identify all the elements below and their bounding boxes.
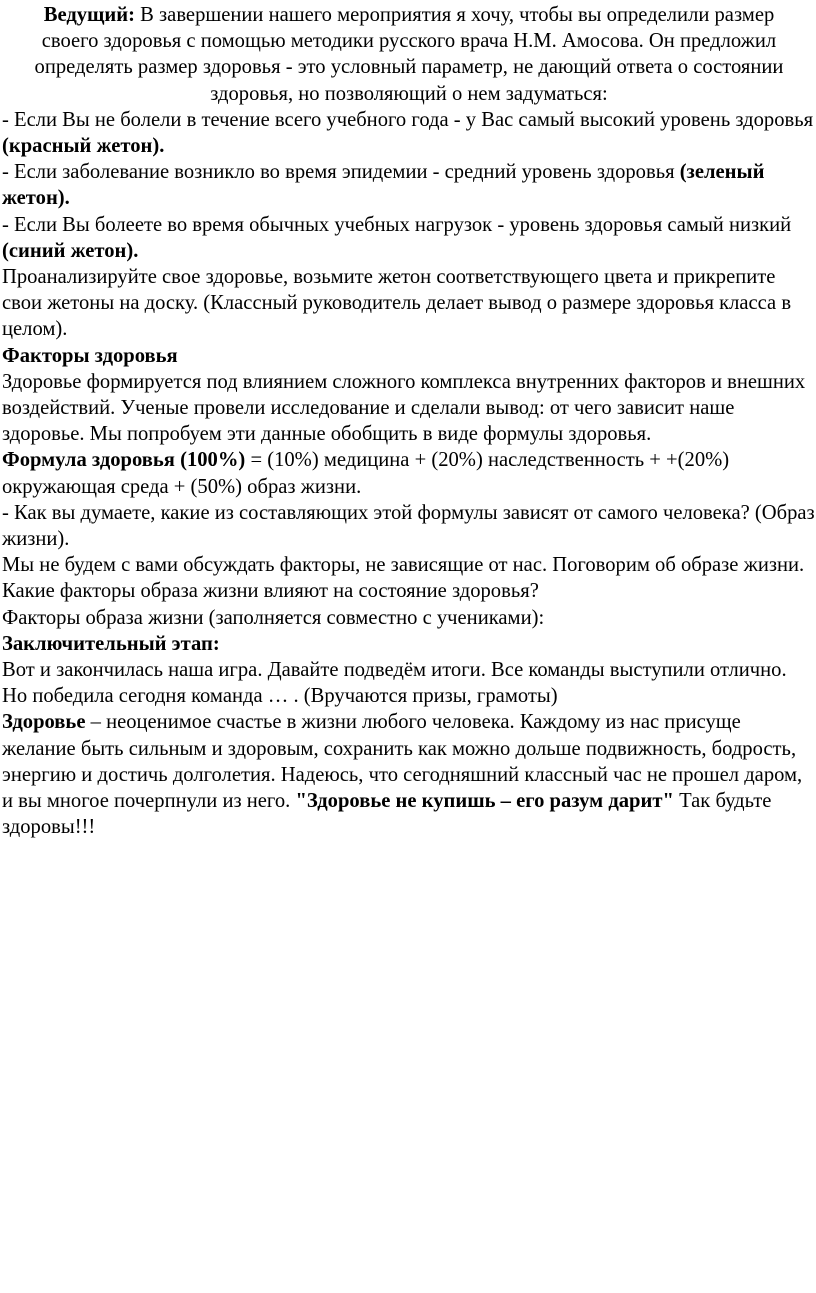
formula-paragraph <box>2 447 816 499</box>
lifestyle-factors-paragraph: Факторы образа жизни (заполняется совместно с учениками): <box>2 606 545 629</box>
final-heading <box>2 631 816 657</box>
speaker-label: Ведущий: <box>43 4 136 26</box>
health-level-high <box>2 107 816 159</box>
question-paragraph: - Как вы думаете, какие из составляющих этой формулы зависят от самого человека? (Образ жизни). <box>2 501 815 551</box>
factors-heading-text: Факторы здоровья <box>2 344 178 367</box>
red-token-label: (красный жетон). <box>2 135 165 158</box>
health-level-text: - Если заболевание возникло во время эпидемии - средний уровень здоровья <box>2 161 680 184</box>
closing-quote: "Здоровье не купишь – его разум дарит" <box>295 790 674 813</box>
health-level-low <box>2 212 816 264</box>
lifestyle-paragraph: Мы не будем с вами обсуждать факторы, не зависящие от нас. Поговорим об образе жизни. Какие факторы образа жизни влияют на состояние здоровья? <box>2 554 805 603</box>
final-paragraph: Вот и закончилась наша игра. Давайте подведём итоги. Все команды выступили отлично. Но победила сегодня команда … . (Вручаются призы, грамоты) <box>2 659 787 708</box>
health-level-text: - Если Вы болеете во время обычных учебных нагрузок - уровень здоровья самый низкий <box>2 213 792 236</box>
closing-term: Здоровье <box>2 711 86 734</box>
closing-text: – неоценимое счастье в жизни любого человека. Каждому из нас присуще желание быть сильным и здоровым, сохранить как можно дольше подвижность, бодрость, энергию и достичь долголетия. Надеюсь, что сегодняшний классный час не прошел даром, и вы многое почерпнули из него. <box>2 711 803 813</box>
blue-token-label: (синий жетон). <box>2 239 139 262</box>
formula-label: Формула здоровья (100%) <box>2 449 246 472</box>
factors-heading <box>2 343 816 369</box>
intro-paragraph <box>2 0 816 107</box>
final-heading-text: Заключительный этап: <box>2 632 220 655</box>
closing-ending: Так будьте здоровы!!! <box>2 790 772 839</box>
health-level-medium <box>2 159 816 211</box>
factors-paragraph: Здоровье формируется под влиянием сложного комплекса внутренних факторов и внешних воздействий. Ученые провели исследование и сделали вывод: от чего зависит наше здоровье. Мы попробуем эти данные обобщить в виде формулы здоровья. <box>2 370 806 446</box>
analysis-paragraph: Проанализируйте свое здоровье, возьмите жетон соответствующего цвета и прикрепите свои жетоны на доску. (Классный руководитель делает вывод о размере здоровья класса в целом). <box>2 266 792 341</box>
health-level-text: - Если Вы не болели в течение всего учебного года - у Вас самый высокий уровень здоровья <box>2 108 814 131</box>
closing-paragraph <box>2 709 816 840</box>
formula-text: = (10%) медицина + (20%) наследственность + +(20%) окружающая среда + (50%) образ жизни. <box>2 449 730 498</box>
intro-text: В завершении нашего мероприятия я хочу, чтобы вы определили размер своего здоровья с помощью методики русского врача Н.М. Амосова. Он предложил определять размер здоровья - это условный параметр, не дающий ответа о состоянии здоровья, но позволяющий о нем задуматься: <box>34 4 784 105</box>
green-token-label: (зеленый жетон). <box>2 161 765 210</box>
